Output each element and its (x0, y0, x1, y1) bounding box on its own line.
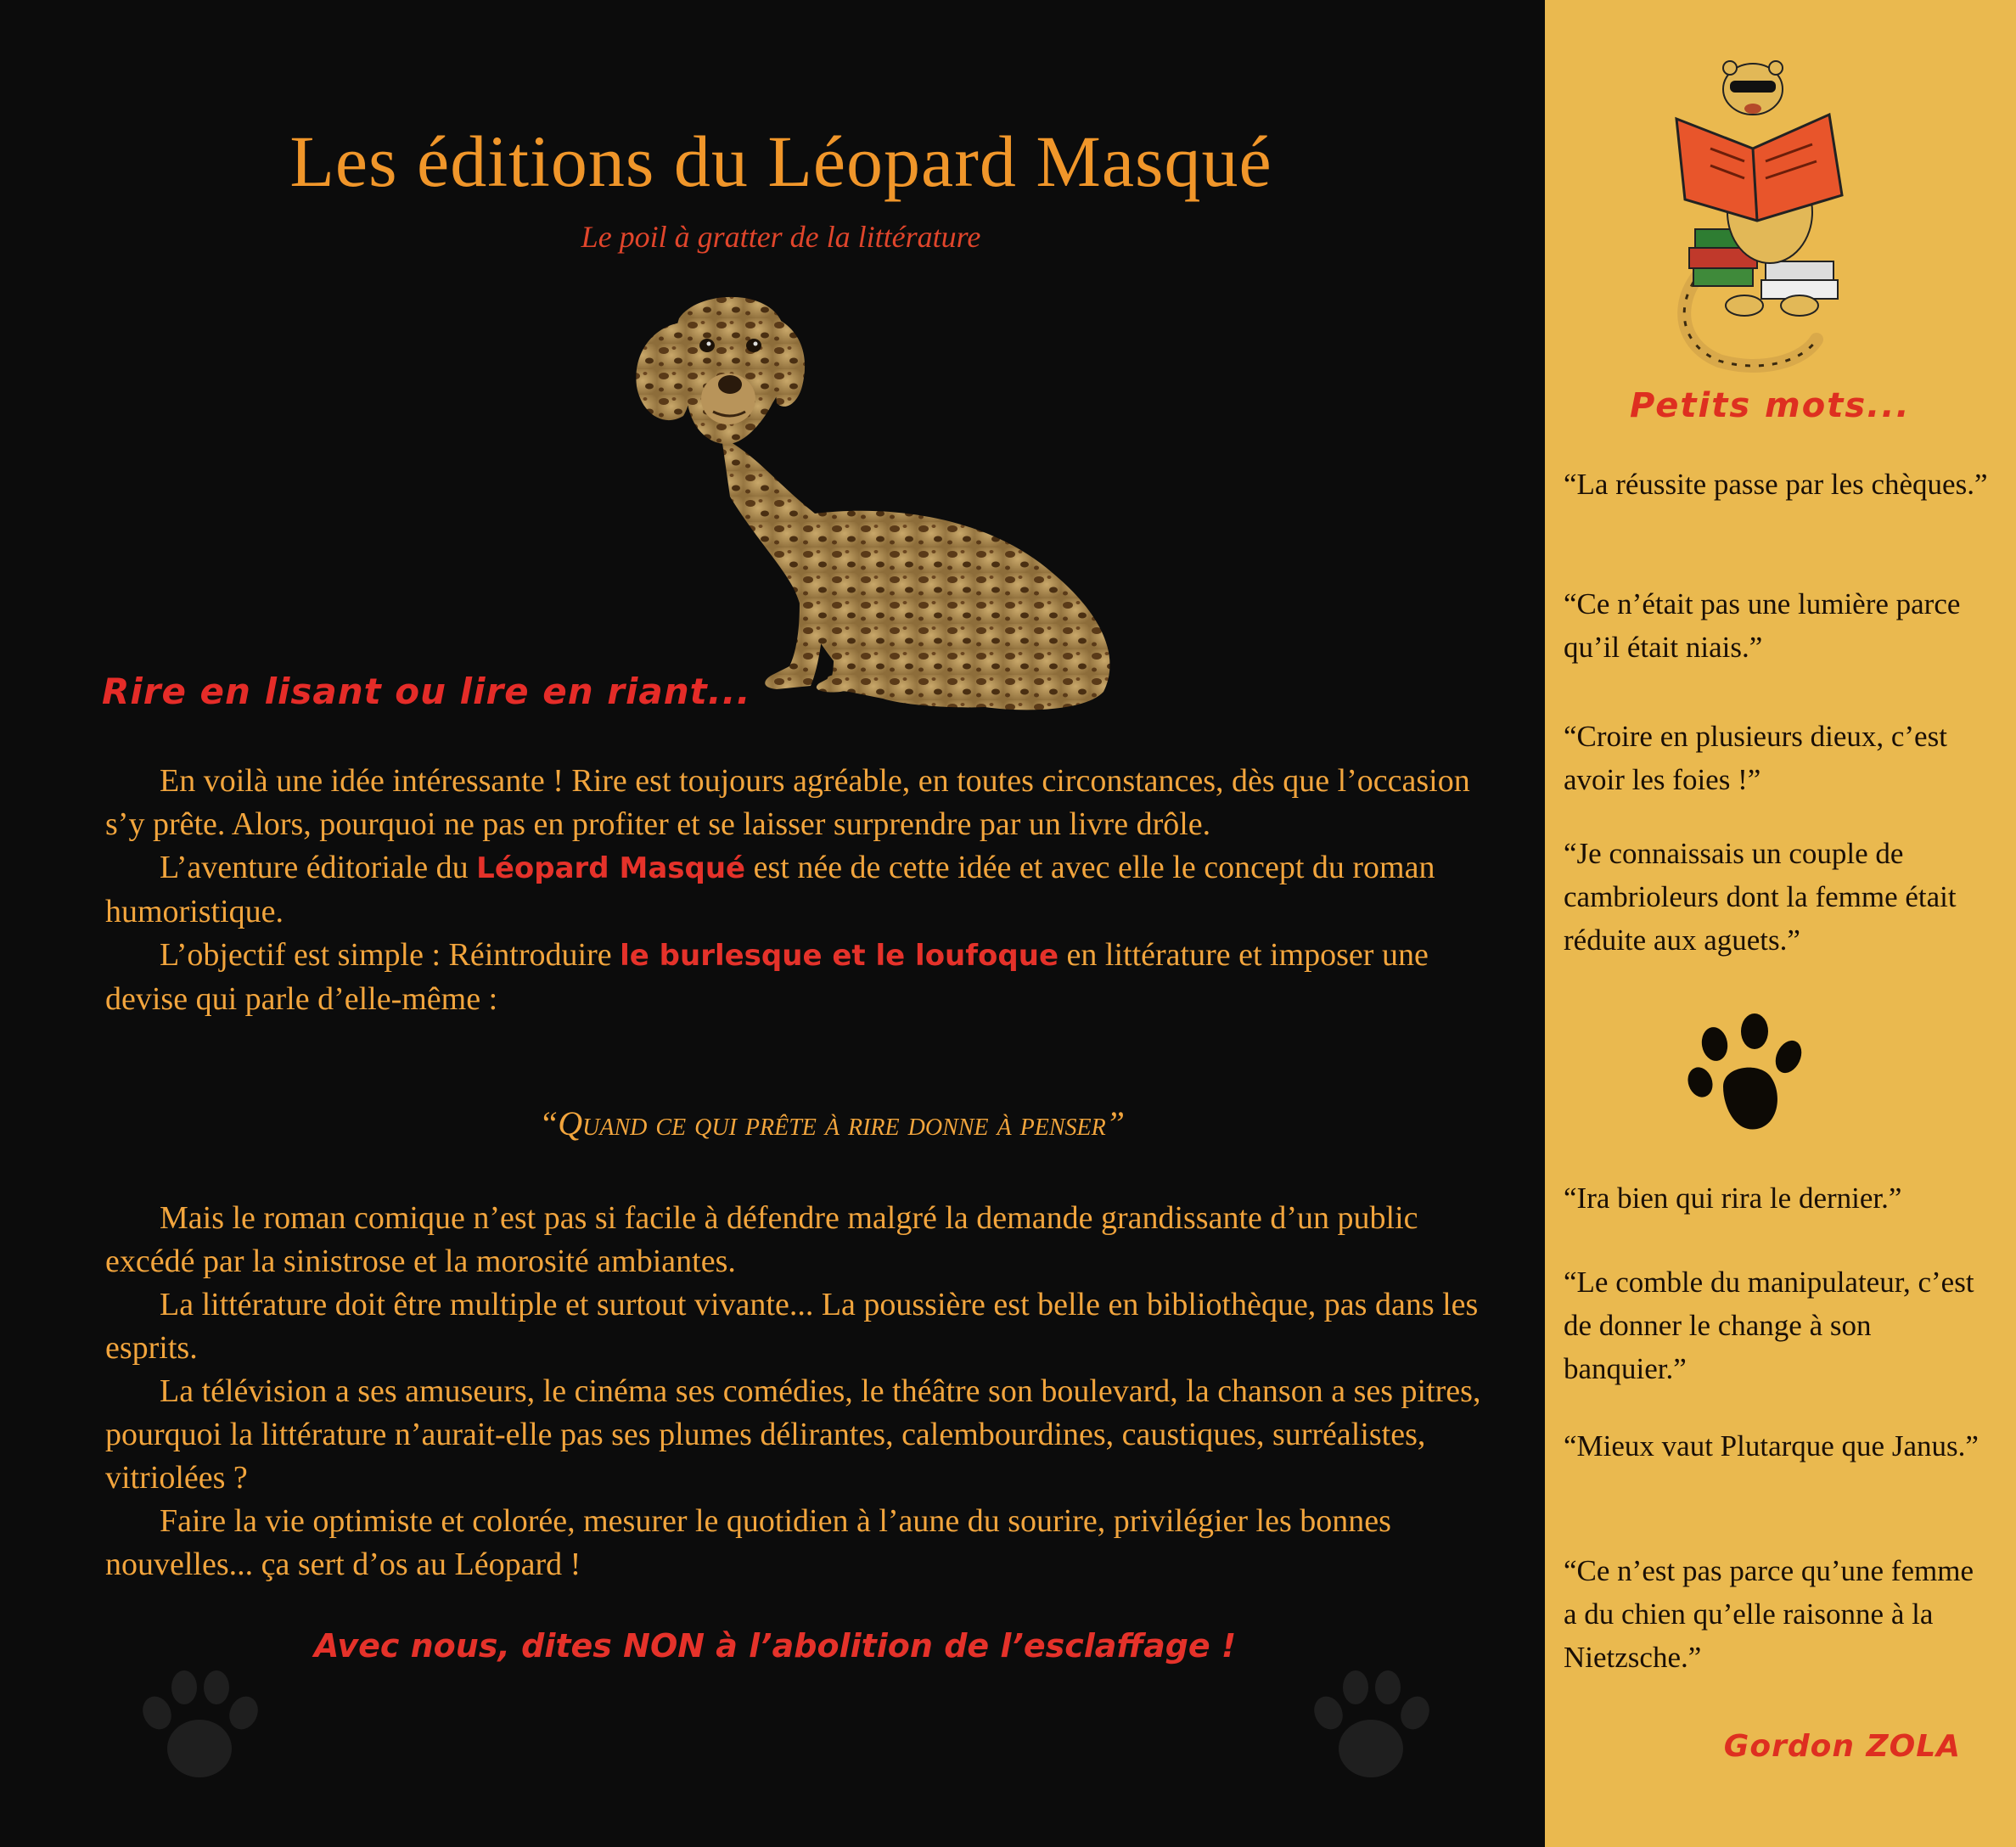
paragraph-7: Faire la vie optimiste et colorée, mesurer le quotidien à l’aune du sourire, privilégier les bonnes nouvelles... ça sert d’os au Léopard ! (105, 1503, 1391, 1582)
motto: “Quand ce qui prête à rire donne à penser” (539, 1104, 1125, 1142)
section-title: Rire en lisant ou lire en riant... (102, 671, 751, 712)
intro-text (105, 760, 1497, 1021)
quote-6: “Le comble du manipulateur, c’est de donner le change à son banquier.” (1564, 1266, 1974, 1385)
paragraph-4: Mais le roman comique n’est pas si facile à défendre malgré la demande grandissante d’un public excédé par la sinistrose et la morosité ambiantes. (105, 1200, 1418, 1279)
paw-print-icon (1303, 1664, 1439, 1791)
body-text (105, 1197, 1497, 1586)
paragraph-3: L’objectif est simple : Réintroduire le burlesque et le loufoque en littérature et imposer une devise qui parle d’elle-même : (105, 937, 1429, 1017)
quote-3: “Croire en plusieurs dieux, c’est avoir les foies !” (1564, 720, 1947, 796)
page-subtitle: Le poil à gratter de la littérature (581, 220, 981, 254)
highlight-leopard-masque: Léopard Masqué (476, 851, 746, 885)
paw-print-icon (1676, 1006, 1812, 1142)
slogan: Avec nous, dites NON à l’abolition de l’esclaffage ! (314, 1627, 1237, 1665)
paragraph-6: La télévision a ses amuseurs, le cinéma ses comédies, le théâtre son boulevard, la chanson a ses pitres, pourquoi la littérature n’aurait-elle pas ses plumes délirantes, calembourdines, caustiques, surréalistes, vitriolées ? (105, 1373, 1481, 1496)
sidebar-title: Petits mots... (1630, 386, 1911, 425)
leopard-spotted-dachshund-image (628, 293, 1188, 717)
paragraph-5: La littérature doit être multiple et surtout vivante... La poussière est belle en bibliothèque, pas dans les esprits. (105, 1287, 1479, 1366)
quote-1: “La réussite passe par les chèques.” (1564, 468, 1988, 501)
leopard-reading-mascot-icon (1643, 51, 1872, 373)
paragraph-2: L’aventure éditoriale du Léopard Masqué est née de cette idée et avec elle le concept du roman humoristique. (105, 850, 1435, 929)
quote-4: “Je connaissais un couple de cambrioleurs dont la femme était réduite aux aguets.” (1564, 837, 1957, 957)
quote-2: “Ce n’était pas une lumière parce qu’il était niais.” (1564, 587, 1961, 664)
page-title: Les éditions du Léopard Masqué (289, 121, 1272, 202)
quote-8: “Ce n’est pas parce qu’une femme a du chien qu’elle raisonne à la Nietzsche.” (1564, 1554, 1974, 1674)
author-signature: Gordon ZOLA (1723, 1729, 1961, 1764)
quote-5: “Ira bien qui rira le dernier.” (1564, 1182, 1902, 1215)
highlight-burlesque: le burlesque et le loufoque (620, 939, 1059, 973)
quote-7: “Mieux vaut Plutarque que Janus.” (1564, 1429, 1979, 1462)
paragraph-1: En voilà une idée intéressante ! Rire est toujours agréable, en toutes circonstances, dès que l’occasion s’y prête. Alors, pourquoi ne pas en profiter et se laisser surprendre par un livre drôle. (105, 763, 1470, 842)
paw-print-icon (132, 1664, 267, 1791)
